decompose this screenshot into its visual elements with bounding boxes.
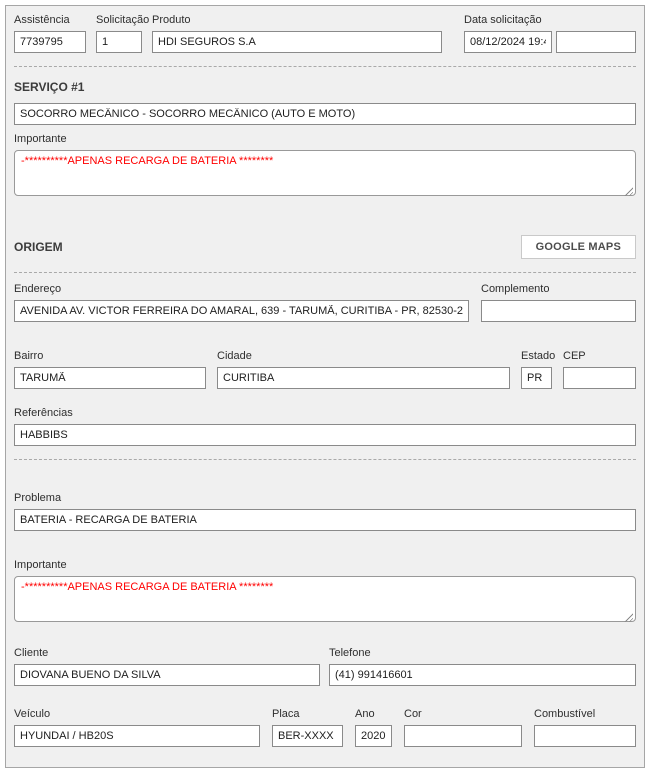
assistencia-input[interactable] (14, 31, 86, 53)
header-row (14, 14, 636, 53)
cep-label: CEP (563, 350, 586, 362)
problema-importante-label: Importante (14, 559, 67, 571)
endereco-field (14, 283, 469, 322)
servico-tipo-input[interactable] (14, 103, 636, 125)
problema-field (14, 492, 636, 531)
cidade-label: Cidade (217, 350, 252, 362)
solicitacao-field (96, 14, 150, 53)
section-divider (14, 459, 636, 460)
problema-importante-field (14, 559, 636, 625)
assistance-form-card (5, 5, 645, 768)
veiculo-input[interactable] (14, 725, 260, 747)
data-extra-input[interactable] (556, 31, 636, 53)
servico-importante-label: Importante (14, 133, 67, 145)
referencias-input[interactable] (14, 424, 636, 446)
bairro-row (14, 350, 636, 389)
telefone-label: Telefone (329, 647, 371, 659)
complemento-input[interactable] (481, 300, 636, 322)
referencias-field (14, 407, 636, 446)
servico-tipo-field (14, 103, 636, 125)
combustivel-field (534, 708, 636, 747)
problema-label: Problema (14, 492, 62, 504)
data-solicitacao-input[interactable] (464, 31, 552, 53)
telefone-field (329, 647, 636, 686)
section-divider (14, 272, 636, 273)
assistencia-field (14, 14, 86, 53)
google-maps-button[interactable]: GOOGLE MAPS (521, 235, 636, 259)
solicitacao-input[interactable] (96, 31, 142, 53)
solicitacao-label: Solicitação (96, 14, 150, 26)
problema-importante-textarea[interactable] (14, 576, 636, 622)
cliente-row (14, 647, 636, 686)
ano-input[interactable] (355, 725, 392, 747)
assistencia-label: Assistência (14, 14, 70, 26)
bairro-field (14, 350, 206, 389)
section-divider (14, 66, 636, 67)
endereco-label: Endereço (14, 283, 62, 295)
endereco-input[interactable] (14, 300, 469, 322)
placa-field (272, 708, 343, 747)
telefone-input[interactable] (329, 664, 636, 686)
endereco-row (14, 283, 636, 322)
complemento-label: Complemento (481, 283, 550, 295)
cor-input[interactable] (404, 725, 522, 747)
produto-field (152, 14, 442, 53)
veiculo-label: Veículo (14, 708, 51, 720)
placa-label: Placa (272, 708, 300, 720)
combustivel-label: Combustível (534, 708, 596, 720)
complemento-field (481, 283, 636, 322)
veiculo-field (14, 708, 260, 747)
cliente-input[interactable] (14, 664, 320, 686)
placa-input[interactable] (272, 725, 343, 747)
bairro-label: Bairro (14, 350, 44, 362)
cidade-field (217, 350, 510, 389)
cor-field (404, 708, 522, 747)
estado-label: Estado (521, 350, 556, 362)
origem-heading: ORIGEM (14, 240, 63, 254)
combustivel-input[interactable] (534, 725, 636, 747)
bairro-input[interactable] (14, 367, 206, 389)
data-solicitacao-label: Data solicitação (464, 14, 542, 26)
servico-heading: SERVIÇO #1 (14, 80, 85, 94)
servico-importante-field (14, 133, 636, 199)
data-extra-field (556, 14, 636, 53)
referencias-label: Referências (14, 407, 73, 419)
cidade-input[interactable] (217, 367, 510, 389)
data-solicitacao-field (464, 14, 552, 53)
cor-label: Cor (404, 708, 422, 720)
problema-input[interactable] (14, 509, 636, 531)
cep-input[interactable] (563, 367, 636, 389)
produto-label: Produto (152, 14, 191, 26)
origem-header-row (14, 235, 636, 259)
estado-input[interactable] (521, 367, 552, 389)
data-solicitacao-group (464, 14, 636, 53)
servico-importante-textarea[interactable] (14, 150, 636, 196)
cliente-label: Cliente (14, 647, 49, 659)
veiculo-row (14, 708, 636, 747)
ano-label: Ano (355, 708, 375, 720)
cep-field (563, 350, 636, 389)
produto-input[interactable] (152, 31, 442, 53)
estado-field (521, 350, 556, 389)
ano-field (355, 708, 392, 747)
cliente-field (14, 647, 320, 686)
